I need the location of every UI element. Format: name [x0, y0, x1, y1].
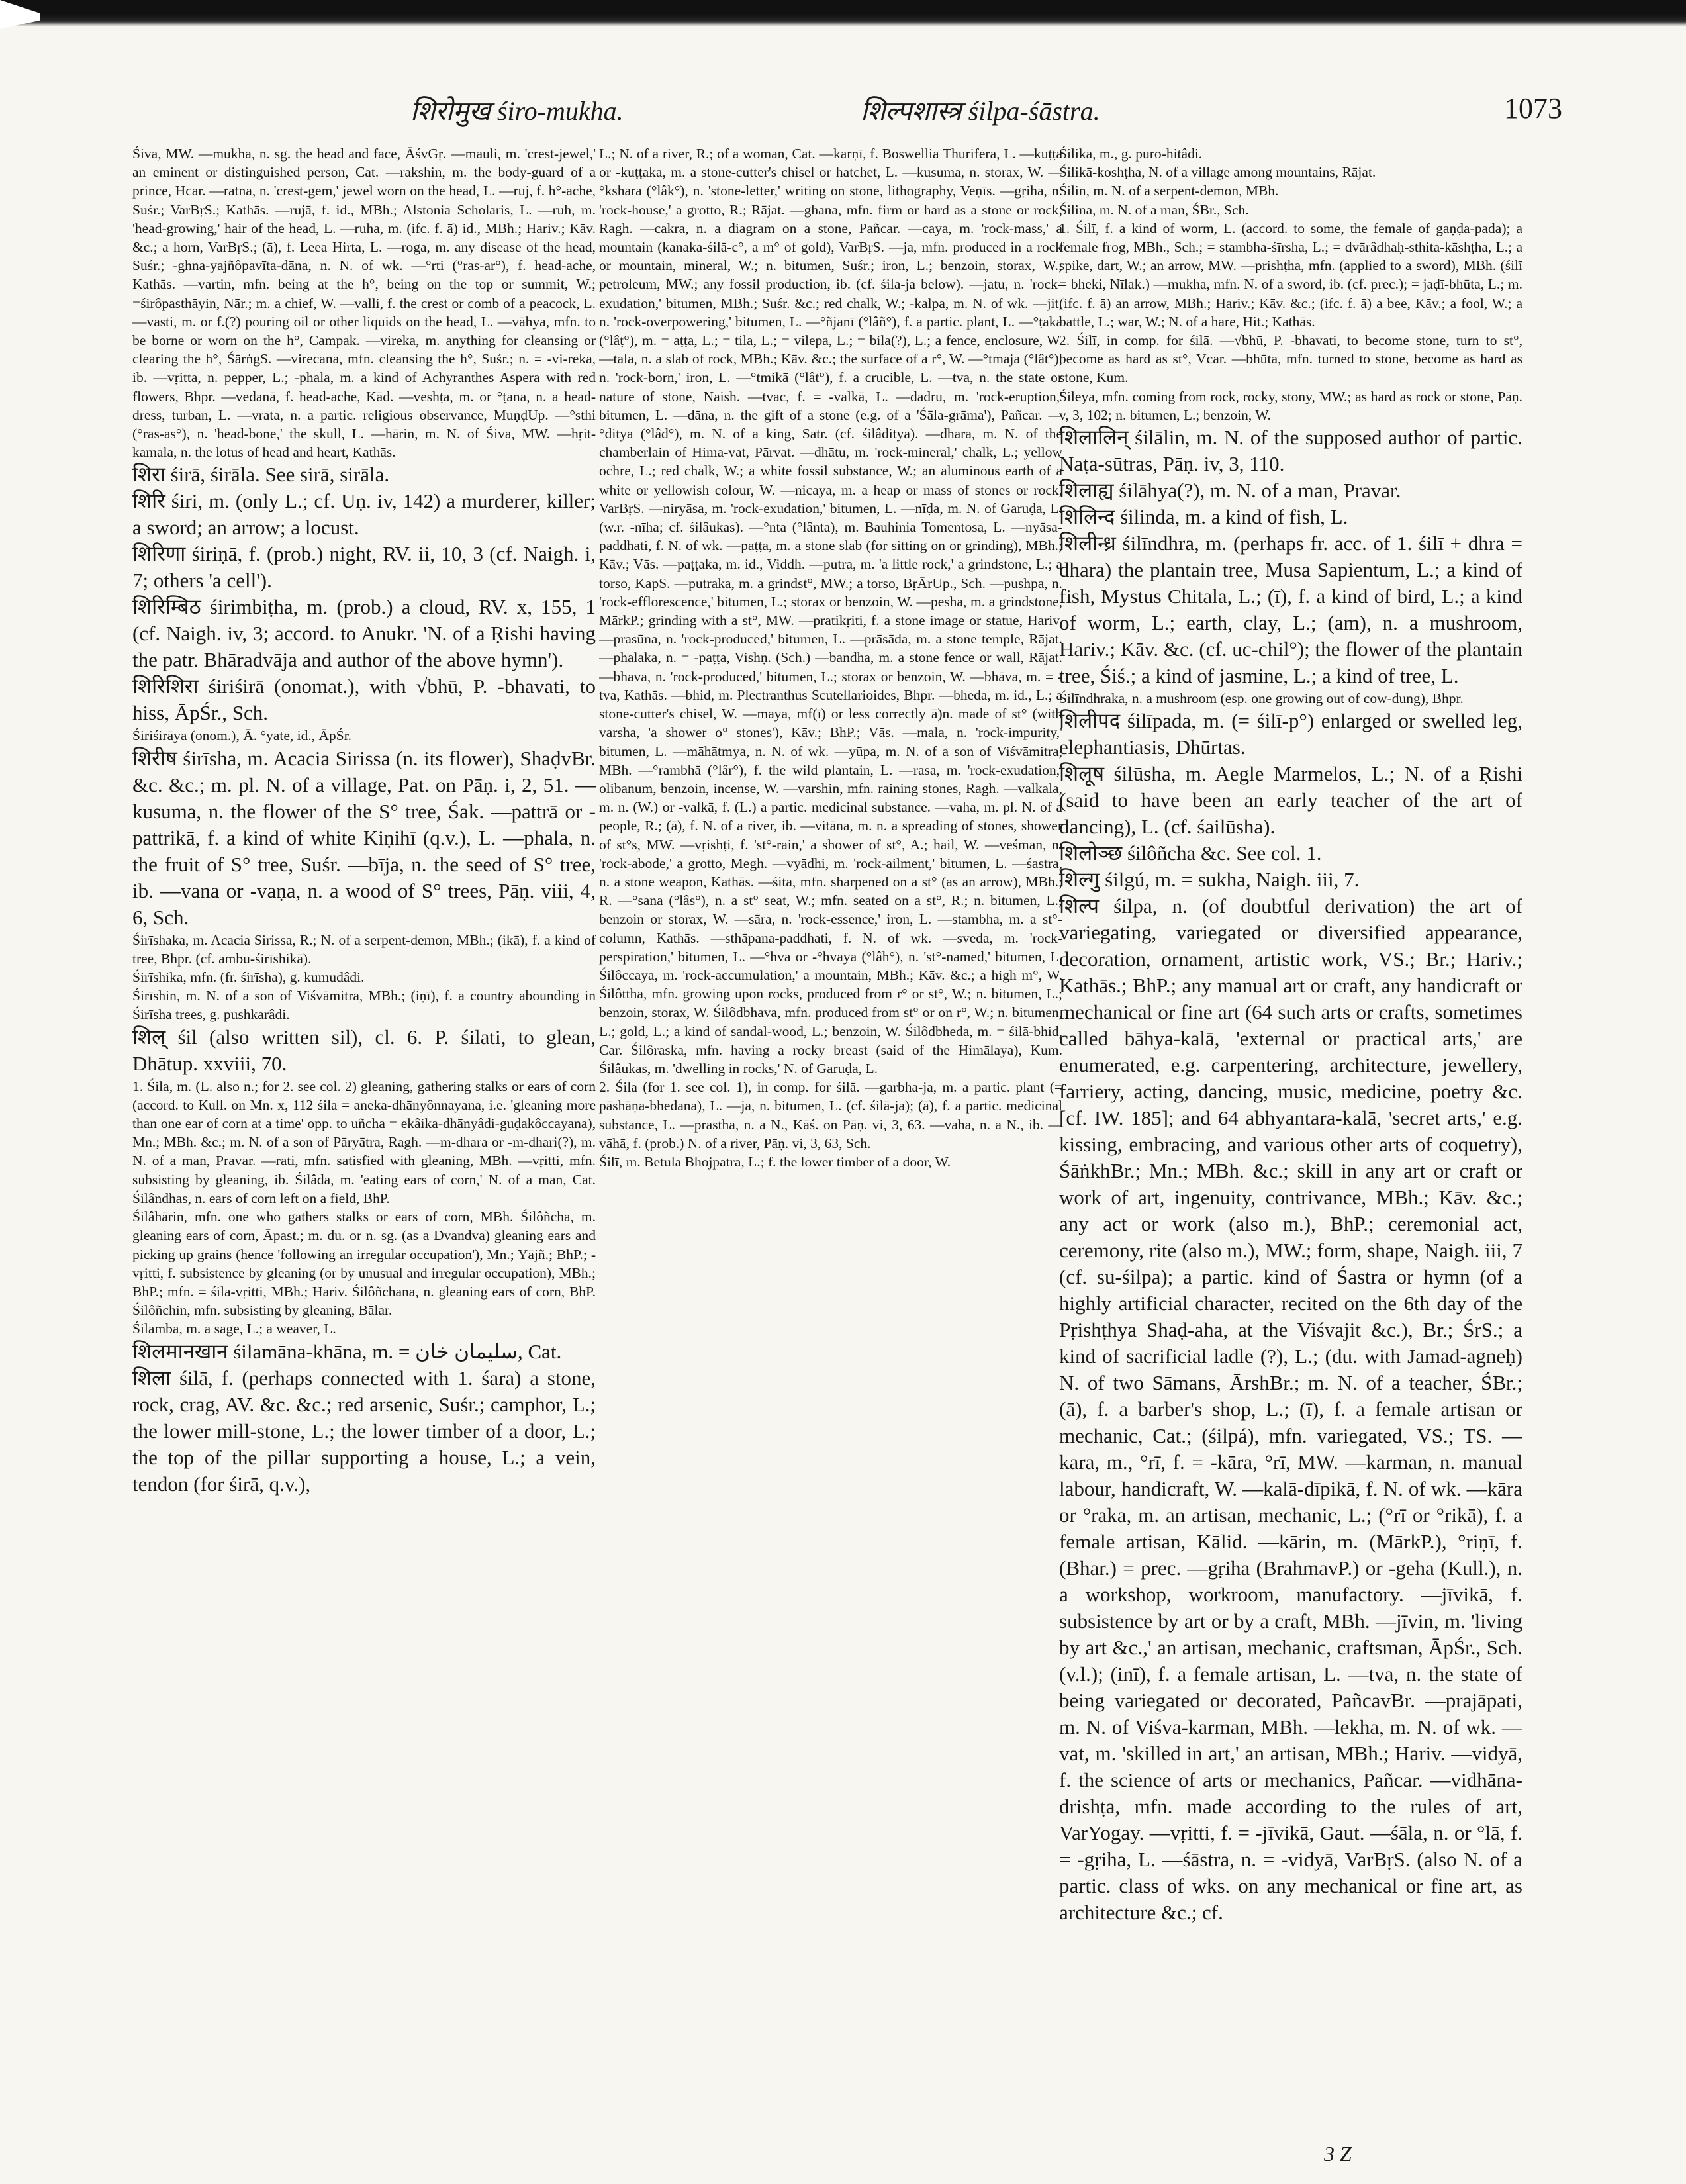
dictionary-entry: Śirīshin, m. N. of a son of Viśvāmitra, MBh.; (iṇī), f. a country abounding in Śirīsha trees, g. pushkarâdi.: [132, 988, 596, 1023]
dictionary-entry: शिरीष śirīsha, m. Acacia Sirissa (n. its flower), ShaḍvBr. &c. &c.; m. pl. N. of a village, Pat. on Pāṇ. i, 2, 51. —kusuma, n. the flower of the S° tree, Śak. —pattrā or -pattrikā, f. a kind of white Kiṇihī (q.v.), L. —phala, n. the fruit of S° tree, Suśr. —bīja, n. the seed of S° tree, ib. —vana or -vaṇa, n. a wood of S° trees, Pāṇ. viii, 4, 6, Sch.: [132, 746, 596, 929]
dictionary-entry: शिला śilā, f. (perhaps connected with 1. śara) a stone, rock, crag, AV. &c. &c.; red arsenic, Suśr.; camphor, L.; the lower mill-stone, L.; the lower timber of a door, L.; the top of the pillar supporting a house, L.; a vein, tendon (for śirā, q.v.),: [132, 1366, 596, 1496]
dictionary-entry: Śilīndhraka, n. a mushroom (esp. one growing out of cow-dung), Bhpr.: [1059, 690, 1464, 707]
dictionary-entry: शिरिम्बिठ śirimbiṭha, m. (prob.) a cloud, RV. x, 155, 1 (cf. Naigh. iv, 3; accord. to Anukr. 'N. of a Ṛishi having the patr. Bhāradvāja and author of the above hymn').: [132, 595, 596, 672]
dictionary-entry: 2. Śila (for 1. see col. 1), in comp. for śilā. —garbha-ja, m. a partic. plant (= pāshāṇa-bhedana), L. —ja, n. bitumen, L. (cf. śilā-ja); (ā), f. a partic. medicinal substance, L. —prastha, n. a N., Kāś. on Pāṇ. vi, 3, 63. —vaha, n. a N., ib. —vāhā, f. (prob.) N. of a river, Pāṇ. vi, 3, 63, Sch.: [599, 1079, 1062, 1151]
dictionary-entry: Śilika, m., g. puro-hitâdi.: [1059, 146, 1203, 162]
dictionary-entry: शिल्गु śilgú, m. = sukha, Naigh. iii, 7.: [1059, 868, 1360, 892]
dictionary-entry: Śilamba, m. a sage, L.; a weaver, L.: [132, 1321, 336, 1337]
top-scan-bar: [0, 0, 1686, 26]
dictionary-entry: Śiriśirāya (onom.), Ā. °yate, id., ĀpŚr.: [132, 728, 352, 744]
dictionary-entry: शिलमानखान śilamāna-khāna, m. = سلیمان خان, Cat.: [132, 1339, 562, 1363]
dictionary-entry: 2. Śilī, in comp. for śilā. —√bhū, P. -bhavati, to become stone, turn to st°, become as hard as st°, Vcar. —bhūta, mfn. turned to stone, become as hard as stone, Kum.: [1059, 332, 1522, 386]
dictionary-entry: शिलीपद śilīpada, m. (= śilī-p°) enlarged or swelled leg, elephantiasis, Dhūrtas.: [1059, 709, 1522, 759]
dictionary-entry: Śilī, m. Betula Bhojpatra, L.; f. the lower timber of a door, W.: [599, 1153, 951, 1170]
dictionary-entry: Śilâhārin, mfn. one who gathers stalks or ears of corn, MBh. Śilôñcha, m. gleaning ears of corn, Āpast.; m. du. or n. sg. (as a Dvandva) gleaning ears and picking up grains (hence 'following an irregular occupation'), Mn.; Yājñ.; BhP.; -vṛitti, f. subsistence by gleaning (or by unusual and irregular occupation), MBh.; BhP.; mfn. = śila-vṛitti, MBh.; Hariv. Śilôñchana, n. gleaning ears of corn, BhP. Śilôñchin, mfn. subsisting by gleaning, Bālar.: [132, 1209, 596, 1319]
signature-mark: 3 Z: [1324, 2142, 1352, 2165]
dictionary-entry: शिलिन्द śilinda, m. a kind of fish, L.: [1059, 505, 1348, 529]
dictionary-entry: शिलाह्य śilāhya(?), m. N. of a man, Pravar.: [1059, 479, 1401, 502]
dictionary-entry: शिरिशिरा śiriśirā (onomat.), with √bhū, P. -bhavati, to hiss, ĀpŚr., Sch.: [132, 675, 596, 725]
dictionary-entry: शिलूष śilūsha, m. Aegle Marmelos, L.; N. of a Ṛishi (said to have been an early teacher of the art of dancing), L. (cf. śailūsha).: [1059, 762, 1522, 839]
dictionary-entry: शिलोञ्छ śilôñcha &c. See col. 1.: [1059, 841, 1322, 865]
dictionary-entry: 1. Śila, m. (L. also n.; for 2. see col. 2) gleaning, gathering stalks or ears of corn (accord. to Kull. on Mn. x, 112 śila = aneka-dhānyônnayana, i.e. 'gleaning more than one ear of corn at a time' opp. to uñcha = ekâika-dhānyâdi-guḍakôccayana), Mn.; MBh. &c.; m. N. of a son of Pāryātra, Ragh. —m-dhara or -m-dhari(?), m. N. of a man, Pravar. —rati, mfn. satisfied with gleaning, MBh. —vṛitti, mfn. subsisting by gleaning, ib. Śilâda, m. 'eating ears of corn,' N. of a man, Cat. Śilândhas, n. ears of corn left on a field, BhP.: [132, 1078, 596, 1206]
dictionary-entry: शिल्प śilpa, n. (of doubtful derivation) the art of variegating, variegated or diversified appearance, decoration, ornament, artistic work, VS.; Br.; Hariv.; Kathās.; BhP.; any manual art or craft, any handicraft or mechanical or fine art (64 such arts or crafts, sometimes called bāhya-kalā, 'external or practical arts,' are enumerated, e.g. carpentering, architecture, jewellery, farriery, acting, dancing, music, medicine, poetry &c. [cf. IW. 185]; and 64 abhyantara-kalā, 'secret arts,' e.g. kissing, embracing, and various other arts of coquetry), ŚāṅkhBr.; Mn.; MBh. &c.; skill in any art or craft or work of art, ingenuity, contrivance, MBh.; Kāv. &c.; any act or work (also m.), BhP.; ceremonial act, ceremony, rite (also m.), MW.; form, shape, Naigh. iii, 7 (cf. su-śilpa); a partic. kind of Śastra or hymn (of a highly artificial character, recited on the 6th day of the Pṛishṭhya Shaḍ-aha, at the Viśvajit &c.), Br.; ŚrS.; a kind of sacrificial ladle (?), L.; (du. with Jamad-agneḥ) N. of two Sāmans, ĀrshBr.; m. N. of a teacher, ŚBr.; (ā), f. a barber's shop, L.; (ī), f. a female artisan or mechanic, Cat.; (śilpá), mfn. variegated, VS.; TS. —kara, m., °rī, f. = -kāra, °rī, MW. —karman, n. manual labour, handicraft, W. —kalā-dīpikā, f. N. of wk. —kāra or °raka, m. an artisan, mechanic, L.; (°rī or °rikā), f. a female artisan, Kālid. —kārin, m. (MārkP.), °riṇī, f. (Bhar.) = prec. —gṛiha (BrahmavP.) or -geha (Kull.), n. a workshop, workroom, manufactory. —jīvikā, f. subsistence by art or by a craft, MBh. —jīvin, m. 'living by art &c.,' an artisan, mechanic, craftsman, ĀpŚr., Sch. (v.l.); (inī), f. a female artisan, L. —tva, n. the state of being variegated or decorated, PañcavBr. —prajāpati, m. N. of Viśva-karman, MBh. —lekha, m. N. of wk. —vat, m. 'skilled in art,' an artisan, MBh.; Hariv. —vidyā, f. the science of arts or mechanics, Pañcar. —vidhāna-drishṭa, mfn. made according to the rules of art, VarYogay. —vṛitti, f. = -jīvikā, Gaut. —śāla, n. or °lā, f. = -gṛiha, L. —śāstra, n. = -vidyā, VarBṛS. (also N. of a partic. class of wks. on any mechanical or fine art, as architecture &c.; cf.: [1059, 894, 1522, 1924]
dictionary-entry: Śirīshaka, m. Acacia Sirissa, R.; N. of a serpent-demon, MBh.; (ikā), f. a kind of tree, Bhpr. (cf. ambu-śirīshikā).: [132, 931, 596, 967]
dictionary-entry: Śilin, m. N. of a serpent-demon, MBh.: [1059, 183, 1279, 199]
dictionary-entry: Śilikā-koshṭha, N. of a village among mountains, Rājat.: [1059, 164, 1376, 181]
dictionary-entry: शिरि śiri, m. (only L.; cf. Uṇ. iv, 142) a murderer, killer; a sword; an arrow; a locust.: [132, 489, 596, 540]
dictionary-entry: Śiva, MW. —mukha, n. sg. the head and face, ĀśvGṛ. —mauli, m. 'crest-jewel,' an eminent or distinguished person, Cat. —rakshin, m. the body-guard of a prince, Hcar. —ratna, n. 'crest-gem,' jewel worn on the head, L. —ruj, f. h°-ache, Suśr.; VarBṛS.; Kathās. —rujā, f. id., MBh.; Alstonia Scholaris, L. —ruh, m. 'head-growing,' hair of the head, L. —ruha, m. (ifc. f. ā) id., MBh.; Hariv.; Kāv. &c.; a horn, VarBṛS.; (ā), f. Leea Hirta, L. —roga, m. any disease of the head, Suśr.; -ghna-yajñôpavīta-dāna, n. N. of wk. —°rti (°ras-ar°), f. head-ache, Kathās. —vartin, mfn. being at the h°, being on the top or summit, W.; =śirôpasthāyin, Nār.; m. a chief, W. —valli, f. the crest or comb of a peacock, L. —vasti, m. or f.(?) pouring oil or other liquids on the head, L. —vāhya, mfn. to be borne or worn on the h°, Campak. —vireka, m. anything for cleansing or clearing the h°, ŚārṅgS. —virecana, mfn. cleansing the h°, Suśr.; n. = -vi-reka, ib. —vṛitta, n. pepper, L.; -phala, m. a kind of Achyranthes Aspera with red flowers, Bhpr. —vedanā, f. head-ache, Kād. —veshṭa, m. or °ṭana, n. a head-dress, turban, L. —vrata, n. a partic. religious observance, MuṇḍUp. —°sthi (°ras-as°), n. 'head-bone,' the skull, L. —hārin, m. N. of Śiva, MW. —hṛit-kamala, n. the lotus of head and heart, Kathās.: [132, 146, 596, 461]
dictionary-entry: Śileya, mfn. coming from rock, rocky, stony, MW.; as hard as rock or stone, Pāṇ. v, 3, 102; n. bitumen, L.; benzoin, W.: [1059, 388, 1522, 423]
column-2: [599, 144, 1062, 2104]
page-header: [132, 91, 1562, 138]
dictionary-entry: शिरिणा śiriṇā, f. (prob.) night, RV. ii, 10, 3 (cf. Naigh. i, 7; others 'a cell').: [132, 542, 596, 593]
dictionary-entry: 1. Śilī, f. a kind of worm, L. (accord. to some, the female of gaṇḍa-pada); a female frog, MBh., Sch.; = stambha-śīrsha, L.; = dvārâdhaḥ-sthita-kāshṭha, L.; a spike, dart, W.; an arrow, MW. —prishṭha, mfn. (applied to a sword), MBh. (śilī = bheki, Nīlak.) —mukha, mfn. N. of a sword, ib. (cf. prec.); = jaḍī-bhūta, L.; m. (ifc. f. ā) an arrow, MBh.; Hariv.; Kāv. &c.; (ifc. f. ā) a bee, Kāv.; a fool, W.; a battle, L.; war, W.; N. of a hare, Hit.; Kathās.: [1059, 220, 1522, 330]
dictionary-entry: शिलीन्ध्र śilīndhra, m. (perhaps fr. acc. of 1. śilī + dhra = dhara) the plantain tree, Musa Sapientum, L.; a kind of fish, Mystus Chitala, L.; (ī), f. a kind of bird, L.; a kind of worm, L.; earth, clay, L.; (am), n. a mushroom, Hariv.; Kāv. &c. (cf. uc-chil°); the flower of the plantain tree, Śiś.; a kind of jasmine, L.; a kind of tree, L.: [1059, 532, 1522, 688]
dictionary-entry: Śirīshika, mfn. (fr. śirīsha), g. kumudâdi.: [132, 969, 365, 986]
header-left-guideword: शिरोमुख śiro-mukha.: [410, 96, 624, 126]
dictionary-entry: Śilina, m. N. of a man, ŚBr., Sch.: [1059, 201, 1249, 218]
column-3: [1059, 144, 1522, 2104]
dictionary-entry: शिलालिन् śilālin, m. N. of the supposed author of partic. Naṭa-sūtras, Pāṇ. iv, 3, 110.: [1059, 426, 1522, 476]
header-right-guideword: शिल्पशास्त्र śilpa-śāstra.: [861, 96, 1100, 126]
dictionary-entry: शिल् śil (also written sil), cl. 6. P. śilati, to glean, Dhātup. xxviii, 70.: [132, 1025, 596, 1075]
page-number: 1073: [1504, 92, 1562, 124]
dictionary-entry: L.; N. of a river, R.; of a woman, Cat. —karṇī, f. Boswellia Thurifera, L. —kuṭṭa or -kuṭṭaka, m. a stone-cutter's chisel or hatchet, L. —kusuma, n. storax, W. —°kshara (°lâk°), n. 'stone-letter,' writing on stone, lithography, Veṇīs. —gṛiha, n. 'rock-house,' a grotto, R.; Rājat. —ghana, mfn. firm or hard as a stone or rock, Ragh. —cakra, n. a diagram on a stone, Pañcar. —caya, m. 'rock-mass,' a mountain (kanaka-śilā-c°, a m° of gold), VarBṛS. —ja, mfn. produced in a rock or mountain, mineral, W.; n. bitumen, Suśr.; iron, L.; benzoin, storax, W.; petroleum, MW.; any fossil production, ib. (cf. śila-ja below). —jatu, n. 'rock-exudation,' bitumen, MBh.; Suśr. &c.; red chalk, W.; -kalpa, m. N. of wk. —jit, n. 'rock-overpowering,' bitumen, L. —°ñjanī (°lâñ°), f. a partic. plant, L. —°ṭaka (°lâṭ°), m. = aṭṭa, L.; = tila, L.; = vilepa, L.; = bila(?), L.; a fence, enclosure, W. —tala, n. a slab of rock, MBh.; Kāv. &c.; the surface of a r°, W. —°tmaja (°lât°), n. 'rock-born,' iron, L. —°tmikā (°lât°), f. a crucible, L. —tva, n. the state or nature of stone, Naish. —tvac, f. = -valkā, L. —dadru, m. 'rock-eruption,' bitumen, L. —dāna, n. the gift of a stone (e.g. of a 'Śāla-grāma'), Pañcar. —°ditya (°lâd°), m. N. of a king, Satr. (cf. śilâditya). —dhara, m. N. of the chamberlain of Hima-vat, Pārvat. —dhātu, m. 'rock-mineral,' chalk, L.; yellow ochre, L.; red chalk, W.; a white fossil substance, W.; an aluminous earth of a white or yellowish colour, W. —nicaya, m. a heap or mass of stones or rock, VarBṛS. —niryāsa, m. 'rock-exudation,' bitumen, L. —nīḍa, m. N. of Garuḍa, L. (w.r. -nīha; cf. śilâukas). —°nta (°lânta), m. Bauhinia Tomentosa, L. —nyāsa-paddhati, f. N. of wk. —paṭṭa, m. a stone slab (for sitting on or grinding), MBh.; Kāv.; Vās. —paṭṭaka, m. id., Viddh. —putra, m. 'a little rock,' a grindstone, L.; a torso, KapS. —putraka, m. a grindst°, MW.; a torso, BṛĀrUp., Sch. —pushpa, n. 'rock-efflorescence,' bitumen, L.; storax or benzoin, W. —pesha, m. a grindstone, MārkP.; grinding with a st°, MW. —pratikṛiti, f. a stone image or statue, Hariv. —prasūna, n. 'rock-produced,' bitumen, L. —prāsāda, m. a stone temple, Rājat. —phalaka, n. = -paṭṭa, Vishṇ. (Sch.) —bandha, m. a stone fence or wall, Rājat. —bhava, n. 'rock-produced,' bitumen, L.; storax or benzoin, W. —bhāva, m. = -tva, Kathās. —bhid, m. Plectranthus Scutellarioides, Bhpr. —bheda, m. id., L.; a stone-cutter's chisel, W. —maya, mf(ī) or less correctly ā)n. made of st° (with varsha, 'a shower o° stones'), Kāv.; BhP.; Vās. —mala, n. 'rock-impurity,' bitumen, L. —māhātmya, n. N. of wk. —yūpa, m. N. of a son of Viśvāmitra, MBh. —°rambhā (°lâr°), f. the wild plantain, L. —rasa, m. 'rock-exudation,' olibanum, benzoin, incense, W. —varshin, mfn. raining stones, Ragh. —valkala, m. n. (W.) or -valkā, f. (L.) a partic. medicinal substance. —vaha, m. pl. N. of a people, R.; (ā), f. N. of a river, ib. —vitāna, m. n. a spreading of stones, shower of st°s, MW. —vṛishṭi, f. 'st°-rain,' a shower of st°, A.; hail, W. —veśman, n. 'rock-abode,' a grotto, Megh. —vyādhi, m. 'rock-ailment,' bitumen, L. —śastra, n. a stone weapon, Kathās. —śita, mfn. sharpened on a st° (as an arrow), MBh.; R. —°sana (°lâs°), n. a st° seat, W.; mfn. seated on a st°, R.; n. bitumen, L.; benzoin or storax, W. —sāra, n. 'rock-essence,' iron, L. —stambha, m. a st°-column, Kathās. —sthāpana-paddhati, f. N. of wk. —sveda, m. 'rock-perspiration,' bitumen, L. —°hva or -°hvaya (°lâh°), n. 'st°-named,' bitumen, L. Śilôccaya, m. 'rock-accumulation,' a mountain, MBh.; Kāv. &c.; a high m°, W. Śilôttha, mfn. growing upon rocks, produced from r° or st°, W.; n. bitumen, L.; benzoin, storax, W. Śilôdbhava, mfn. produced from st° or on r°, W.; n. bitumen, L.; gold, L.; a kind of sandal-wood, L.; benzoin, W. Śilôdbheda, m. = śilā-bhid, Car. Śilôraska, mfn. having a rocky breast (said of the Himālaya), Kum. Śilâukas, m. 'dwelling in rocks,' N. of Garuḍa, L.: [599, 146, 1062, 1076]
column-1: [132, 144, 596, 2104]
dictionary-entry: शिरा śirā, śirāla. See sirā, sirāla.: [132, 463, 390, 487]
